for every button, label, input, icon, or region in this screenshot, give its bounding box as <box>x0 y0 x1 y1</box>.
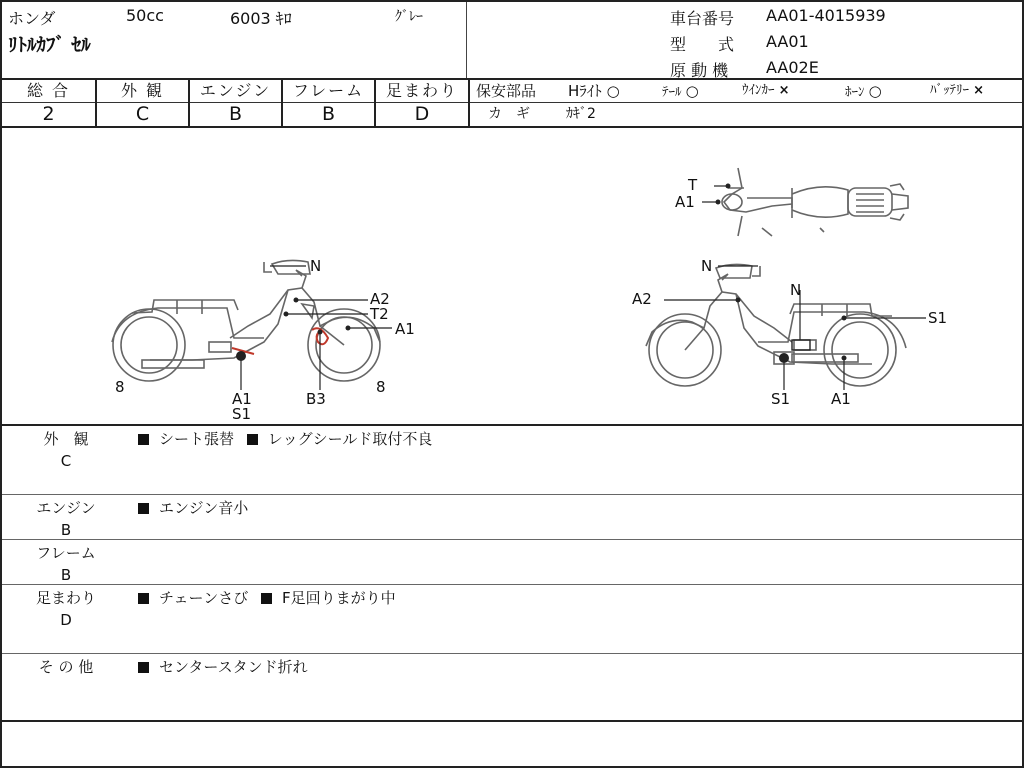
bullet-square-icon <box>138 662 149 673</box>
safety-headlight <box>568 80 620 102</box>
safety-title: 保安部品 <box>476 82 537 100</box>
remark-text <box>138 497 248 519</box>
safety-winker <box>742 80 790 102</box>
remark-grade: B <box>60 521 72 539</box>
right-side-bike-drawing <box>646 264 906 386</box>
grade-label: 足まわり <box>376 80 468 103</box>
remark-frame <box>2 540 1022 585</box>
grades-row <box>2 80 1022 128</box>
key-row <box>470 103 1022 126</box>
bullet-square-icon <box>261 593 272 604</box>
remark-label <box>26 587 106 631</box>
model-name: ﾘﾄﾙｶﾌﾞ ｾﾙ <box>8 34 91 56</box>
grade-value: D <box>414 103 430 125</box>
remark-grade: B <box>60 566 72 584</box>
maker: ホンダ <box>8 9 56 28</box>
diagram-label: N <box>310 257 322 275</box>
grade-label: フレーム <box>283 80 374 103</box>
safety-item-label: ﾎｰﾝ <box>845 85 865 100</box>
header-divider <box>466 2 467 78</box>
remark-other <box>2 654 1022 722</box>
engine-value: AA02E <box>766 58 819 77</box>
bullet-square-icon <box>138 434 149 445</box>
remark-category: そ の 他 <box>38 658 94 676</box>
remark-category: 外 観 <box>43 430 89 448</box>
key-label: カ ギ <box>488 106 530 122</box>
remark-label <box>26 656 106 678</box>
diagram-label: T <box>688 176 698 194</box>
diagram-label: 8 <box>376 378 386 396</box>
diagram-label: A1 <box>232 390 252 408</box>
remark-text <box>138 656 308 678</box>
diagram-label: 8 <box>115 378 125 396</box>
grade-exterior <box>97 80 190 126</box>
grade-label: 外 観 <box>97 80 188 103</box>
diagram-label: A2 <box>370 290 390 308</box>
safety-item-mark: × <box>778 83 790 98</box>
diagram-label: A2 <box>632 290 652 308</box>
remark-label <box>26 497 106 541</box>
damage-diagram <box>2 128 1022 426</box>
remark-item: センタースタンド折れ <box>159 658 308 676</box>
safety-battery <box>930 80 984 102</box>
safety-item-mark: ○ <box>606 82 620 100</box>
displacement: 50cc <box>126 6 164 25</box>
engine-label: 原 動 機 <box>670 61 729 80</box>
diagram-label: S1 <box>232 405 252 423</box>
diagram-label: N <box>701 257 713 275</box>
diagram-label: B3 <box>306 390 326 408</box>
type-label: 型 式 <box>670 35 735 54</box>
frame-no: AA01-4015939 <box>766 6 886 25</box>
grade-label: エンジン <box>190 80 281 103</box>
bullet-square-icon <box>138 503 149 514</box>
remark-item: シート張替 <box>159 430 235 448</box>
top-view-bike-drawing <box>722 168 908 236</box>
safety-item-label: ﾃｰﾙ <box>662 85 682 100</box>
grade-value: C <box>135 103 150 125</box>
bullet-square-icon <box>247 434 258 445</box>
grade-value: B <box>321 103 336 125</box>
grade-suspension <box>376 80 470 126</box>
left-side-bike-drawing <box>112 260 380 381</box>
remark-category: エンジン <box>36 499 96 517</box>
remark-grade: D <box>60 611 72 629</box>
remark-item: F足回りまがり中 <box>282 589 396 607</box>
safety-tail <box>662 80 699 104</box>
grade-engine <box>190 80 283 126</box>
remark-grade: C <box>60 452 72 470</box>
safety-item-mark: ○ <box>685 82 699 100</box>
remark-item: エンジン音小 <box>159 499 249 517</box>
diagram-svg <box>2 128 1022 424</box>
diagram-label: N <box>790 281 802 299</box>
header <box>2 2 1022 80</box>
diagram-label: A1 <box>831 390 851 408</box>
safety-item-label: ｳｲﾝｶｰ <box>742 83 775 98</box>
remark-text <box>138 428 432 450</box>
remark-category: フレーム <box>36 544 96 562</box>
safety-items-row <box>470 80 1022 103</box>
grade-frame <box>283 80 376 126</box>
diagram-label: S1 <box>928 309 948 327</box>
remark-item: レッグシールド取付不良 <box>267 430 433 448</box>
bullet-square-icon <box>138 593 149 604</box>
remark-category: 足まわり <box>35 589 96 607</box>
grade-value: B <box>228 103 243 125</box>
diagram-label: A1 <box>395 320 415 338</box>
remark-label <box>26 542 106 586</box>
damage-marks <box>232 328 328 354</box>
diagram-label: S1 <box>771 390 791 408</box>
key-value: ｶｷﾞ2 <box>566 106 596 122</box>
remark-exterior <box>2 426 1022 495</box>
safety-item-mark: × <box>973 83 985 98</box>
safety-item-label: Hﾗｲﾄ <box>568 82 602 100</box>
mileage: 6003 ｷﾛ <box>230 9 292 28</box>
diagram-label: T2 <box>370 305 389 323</box>
safety-item-label: ﾊﾞｯﾃﾘｰ <box>930 83 969 98</box>
type-value: AA01 <box>766 32 809 51</box>
remark-suspension <box>2 585 1022 654</box>
grade-value: 2 <box>42 103 55 125</box>
remark-label <box>26 428 106 472</box>
grade-label: 総 合 <box>2 80 95 103</box>
remark-text <box>138 587 396 609</box>
frame-no-label: 車台番号 <box>670 9 735 28</box>
color: ｸﾞﾚｰ <box>395 9 423 25</box>
remark-item: チェーンさび <box>159 589 249 607</box>
grade-overall <box>2 80 97 126</box>
safety-parts <box>470 80 1022 126</box>
diagram-label: A1 <box>675 193 695 211</box>
remark-engine <box>2 495 1022 540</box>
safety-item-mark: ○ <box>868 82 882 100</box>
safety-horn <box>845 80 882 104</box>
